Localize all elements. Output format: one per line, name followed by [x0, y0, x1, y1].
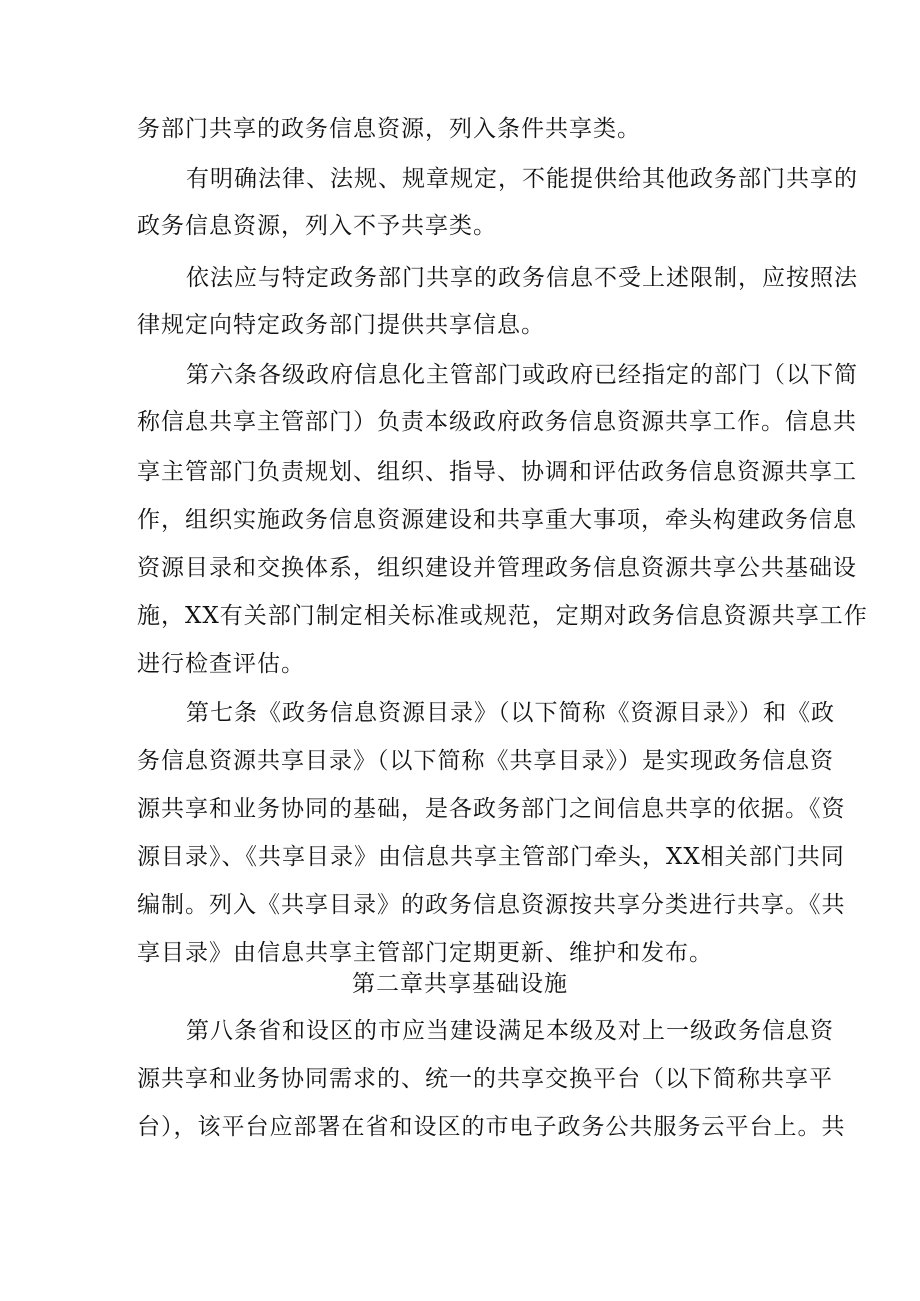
- body-text-line: 律规定向特定政务部门提供共享信息。: [137, 312, 545, 338]
- body-text-line: 称信息共享主管部门）负责本级政府政务信息资源共享工作。信息共: [137, 409, 857, 435]
- body-text-line: 第八条省和设区的市应当建设满足本级及对上一级政务信息资: [186, 1018, 834, 1044]
- body-text-line: 享目录》由信息共享主管部门定期更新、维护和发布。: [137, 940, 713, 966]
- body-text-line: 台），该平台应部署在省和设区的市电子政务公共服务云平台上。共: [137, 1114, 846, 1140]
- body-text-line: 有明确法律、法规、规章规定，不能提供给其他政务部门共享的: [186, 166, 858, 192]
- body-text-line: 编制。列入《共享目录》的政务信息资源按共享分类进行共享。《共: [137, 892, 846, 918]
- chapter-heading: 第二章共享基础设施: [352, 971, 568, 997]
- body-text-line: 务部门共享的政务信息资源，列入条件共享类。: [137, 116, 641, 142]
- body-text-line: 作，组织实施政务信息资源建设和共享重大事项，牵头构建政务信息: [137, 507, 857, 533]
- body-text-line: 源共享和业务协同需求的、统一的共享交换平台（以下简称共享平: [137, 1066, 833, 1092]
- body-text-line: 第七条《政务信息资源目录》（以下简称《资源目录》）和《政: [186, 700, 835, 726]
- body-text-line: 享主管部门负责规划、组织、指导、协调和评估政务信息资源共享工: [137, 459, 857, 485]
- body-text-line: 资源目录和交换体系，组织建设并管理政务信息资源共享公共基础设: [137, 555, 857, 581]
- body-text-line: 施，XX有关部门制定相关标准或规范，定期对政务信息资源共享工作: [137, 603, 868, 629]
- body-text-line: 务信息资源共享目录》（以下简称《共享目录》）是实现政务信息资: [137, 748, 834, 774]
- body-text-line: 政务信息资源，列入不予共享类。: [137, 213, 497, 239]
- body-text-line: 源共享和业务协同的基础，是各政务部门之间信息共享的依据。《资: [137, 796, 846, 822]
- body-text-line: 进行检查评估。: [137, 651, 305, 677]
- body-text-line: 源目录》、《共享目录》由信息共享主管部门牵头，XX相关部门共同: [137, 844, 845, 870]
- body-text-line: 依法应与特定政务部门共享的政务信息不受上述限制，应按照法: [186, 265, 858, 291]
- body-text-line: 第六条各级政府信息化主管部门或政府已经指定的部门（以下简: [186, 362, 858, 388]
